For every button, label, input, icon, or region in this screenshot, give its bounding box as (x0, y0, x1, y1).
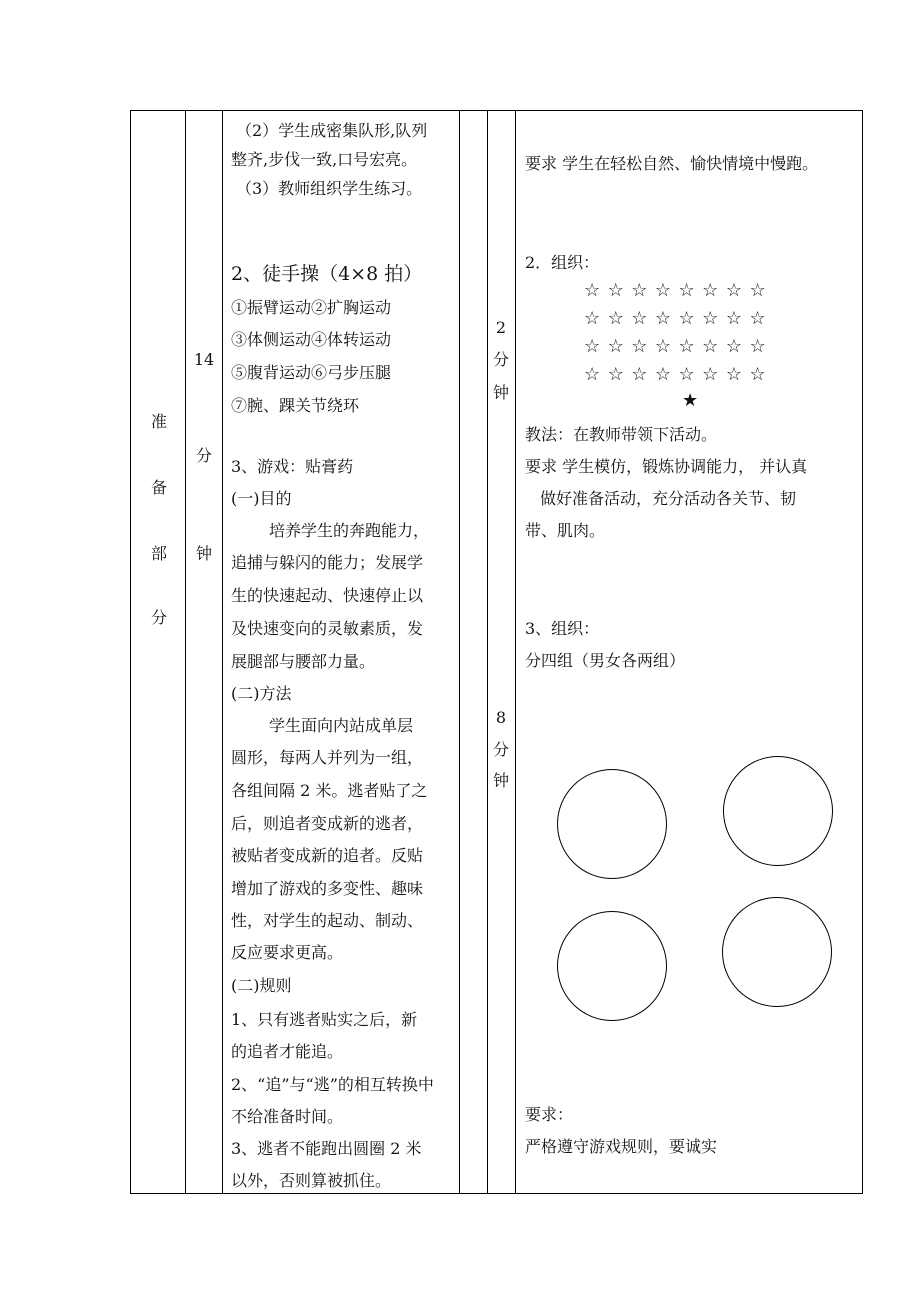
requirement-text: 严格遵守游戏规则，要诚实 (525, 1137, 718, 1156)
col-border (185, 110, 186, 1194)
requirement-text: 要求 学生模仿，锻炼协调能力， 并认真 (525, 457, 808, 476)
col-border (862, 110, 863, 1194)
content-line: ⑤腹背运动⑥弓步压腿 (231, 363, 392, 382)
student-star-row: ☆☆☆☆☆☆☆☆ (584, 336, 774, 357)
content-line: 1、只有逃者贴实之后，新 (231, 1010, 418, 1029)
duration-char: 2 (495, 318, 507, 337)
group-text: 分四组（男女各两组） (525, 651, 686, 670)
col-border (487, 110, 488, 1194)
group-circle (723, 756, 833, 866)
col-border (515, 110, 516, 1194)
col-border (222, 110, 223, 1194)
content-line: 反应要求更高。 (231, 943, 344, 962)
student-star-row: ☆☆☆☆☆☆☆☆ (584, 280, 774, 301)
group-circle (722, 897, 832, 1007)
col-border (130, 110, 131, 1194)
content-line: 性，对学生的起动、制动、 (231, 911, 424, 930)
table-top-border (130, 110, 863, 111)
content-line: （3）教师组织学生练习。 (236, 179, 423, 198)
section-name-char: 准 (150, 412, 167, 431)
content-line: 后，则追者变成新的逃者， (231, 814, 424, 833)
section-name-char: 分 (150, 608, 167, 627)
content-line: (一)目的 (231, 489, 292, 508)
organization-title: 2．组织： (525, 253, 600, 272)
content-line: 2、“追”与“逃”的相互转换中 (231, 1075, 434, 1094)
content-line: (二)方法 (231, 684, 292, 703)
duration-char: 钟 (492, 383, 509, 402)
requirement-text: 带、肌肉。 (525, 521, 606, 540)
duration-char: 8 (495, 708, 507, 727)
content-line: ①振臂运动②扩胸运动 (231, 298, 392, 317)
requirement-title: 要求： (525, 1105, 574, 1124)
content-line: 圆形，每两人并列为一组， (231, 748, 424, 767)
organization-title: 3、组织： (525, 619, 600, 638)
content-line: 被贴者变成新的追者。反贴 (231, 846, 424, 865)
content-line: ⑦腕、踝关节绕环 (231, 396, 360, 415)
duration-char: 分 (492, 740, 509, 759)
section-name-char: 备 (150, 478, 167, 497)
section-name-char: 部 (150, 544, 167, 563)
col-border (459, 110, 460, 1194)
content-line: ③体侧运动④体转运动 (231, 330, 392, 349)
content-line: （2）学生成密集队形,队列 (236, 121, 428, 140)
content-line: 各组间隔 2 米。逃者贴了之 (231, 781, 428, 800)
section-time-char: 14 (193, 350, 215, 369)
content-heading: 2、徒手操（4×8 拍） (231, 263, 423, 285)
content-line: 的追者才能追。 (231, 1042, 344, 1061)
content-line: 学生面向内站成单层 (269, 716, 414, 735)
teacher-star-icon: ★ (682, 390, 699, 411)
content-line: 展腿部与腰部力量。 (231, 652, 376, 671)
content-line: 不给准备时间。 (231, 1107, 344, 1126)
duration-char: 钟 (492, 771, 509, 790)
content-line: 3、逃者不能跑出圆圈 2 米 (231, 1139, 422, 1158)
section-time-char: 钟 (195, 544, 212, 563)
student-star-row: ☆☆☆☆☆☆☆☆ (584, 308, 774, 329)
duration-char: 分 (492, 350, 509, 369)
content-line: 增加了游戏的多变性、趣味 (231, 879, 424, 898)
content-heading: 3、游戏：贴膏药 (231, 457, 354, 476)
student-star-row: ☆☆☆☆☆☆☆☆ (584, 364, 774, 385)
group-circle (557, 911, 667, 1021)
content-line: 追捕与躲闪的能力；发展学 (231, 553, 424, 572)
requirement-text: 做好准备活动，充分活动各关节、韧 (540, 489, 797, 508)
content-line: 培养学生的奔跑能力， (269, 521, 430, 540)
content-line: 生的快速起动、快速停止以 (231, 586, 424, 605)
table-bottom-border (130, 1193, 863, 1194)
content-line: 及快速变向的灵敏素质，发 (231, 619, 424, 638)
group-circle (557, 769, 667, 879)
content-line: 以外，否则算被抓住。 (231, 1171, 392, 1190)
content-line: (二)规则 (231, 976, 292, 995)
content-line: 整齐,步伐一致,口号宏亮。 (231, 150, 418, 169)
section-time-char: 分 (195, 446, 212, 465)
requirement-text: 要求 学生在轻松自然、愉快情境中慢跑。 (525, 154, 819, 173)
method-text: 教法：在教师带领下活动。 (525, 425, 718, 444)
